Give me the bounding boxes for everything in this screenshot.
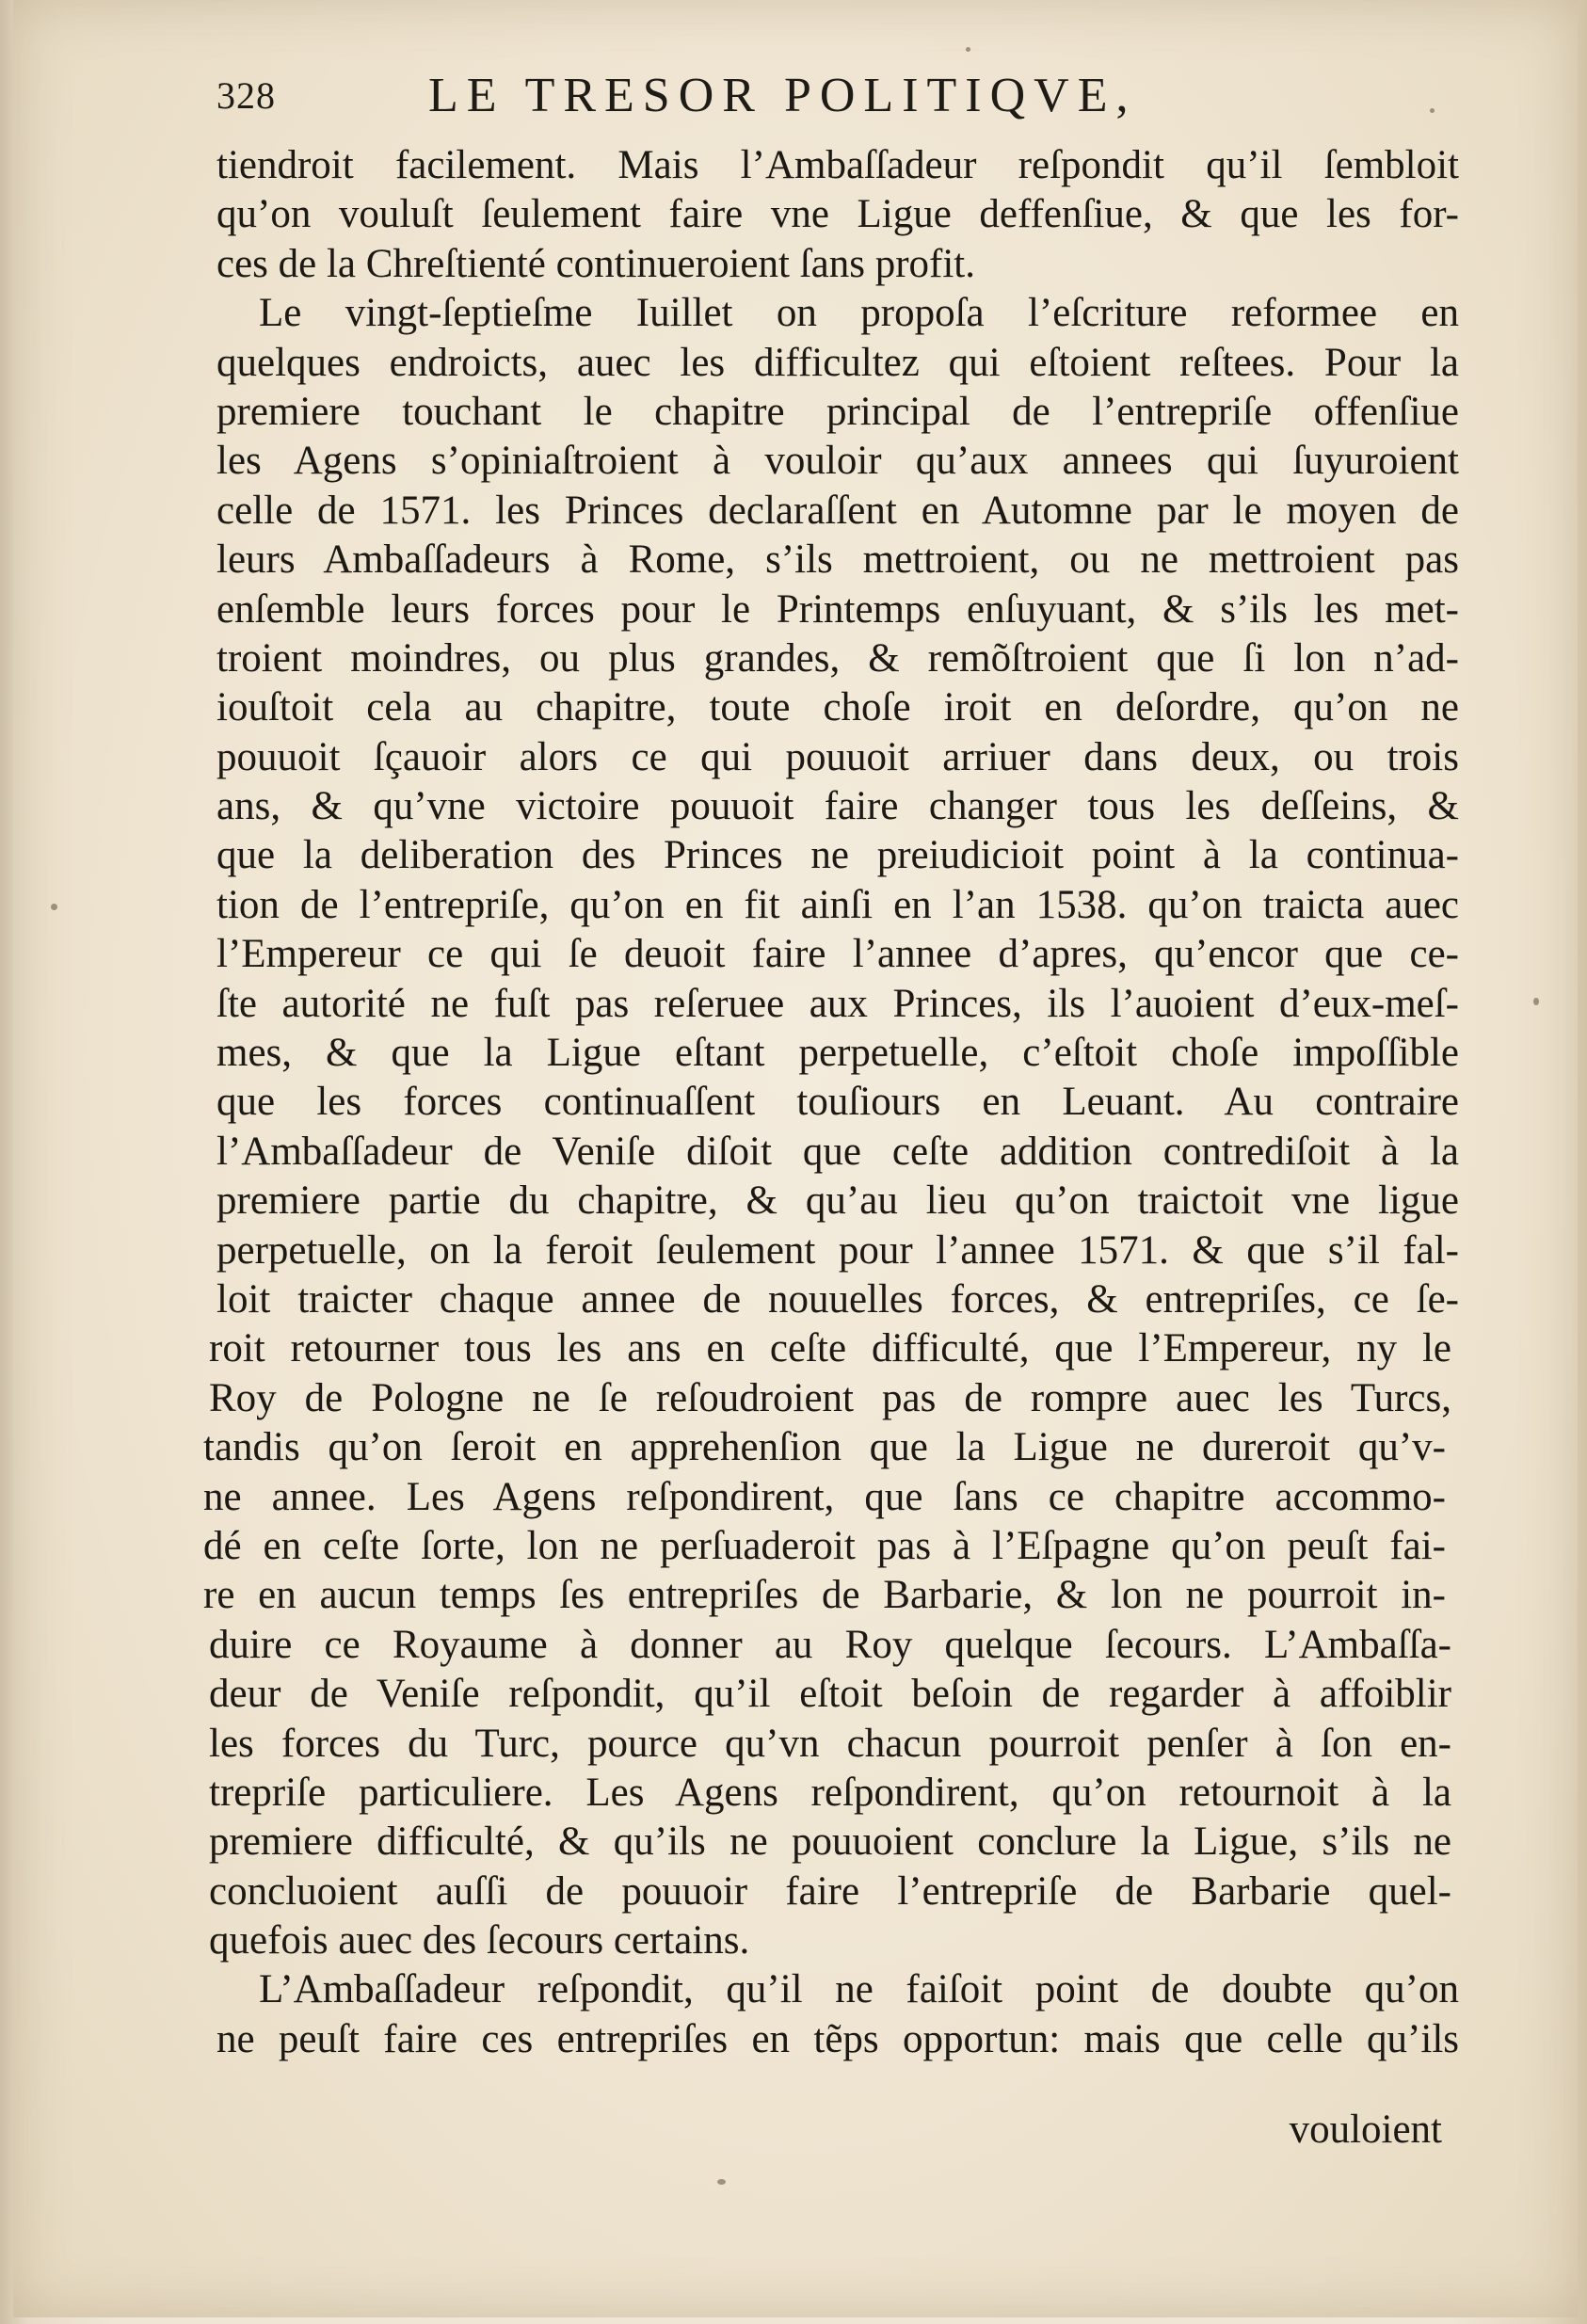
- text-line: L’Ambaſſadeur reſpondit, qu’il ne faiſoit point de doubte qu’on: [259, 1967, 1459, 2012]
- text-line: loit traicter chaque annee de nouuelles forces, & entrepriſes, ce ſe-: [216, 1276, 1459, 1322]
- text-line: mes, & que la Ligue eſtant perpetuelle, c’eſtoit choſe impoſſible: [216, 1031, 1459, 1076]
- text-line: troient moindres, ou plus grandes, & remõſtroient que ſi lon n’ad-: [216, 635, 1459, 681]
- text-line: re en aucun temps ſes entrepriſes de Barbarie, & lon ne pourroit in-: [203, 1573, 1446, 1618]
- text-line: ces de la Chreſtienté continueroient ſans profit.: [216, 241, 975, 286]
- text-line: les Agens s’opiniaſtroient à vouloir qu’aux annees qui ſuyuroient: [216, 439, 1459, 484]
- text-line: premiere touchant le chapitre principal de l’entrepriſe offenſiue: [216, 389, 1459, 434]
- text-line: ans, & qu’vne victoire pouuoit faire changer tous les deſſeins, &: [216, 784, 1459, 829]
- ink-speck: [51, 904, 57, 910]
- text-line: concluoient auſſi de pouuoir faire l’entrepriſe de Barbarie quel-: [209, 1868, 1451, 1914]
- text-line: que la deliberation des Princes ne preiudicioit point à la continua-: [216, 833, 1459, 878]
- ink-speck: [1533, 998, 1539, 1005]
- ink-speck: [717, 2179, 726, 2185]
- text-line: les forces du Turc, pource qu’vn chacun pourroit penſer à ſon en-: [209, 1721, 1451, 1766]
- text-line: l’Ambaſſadeur de Veniſe diſoit que ceſte addition contrediſoit à la: [216, 1129, 1459, 1174]
- page-header: [202, 68, 1454, 134]
- text-line: qu’on vouluſt ſeulement faire vne Ligue deffenſiue, & que les for-: [216, 192, 1459, 237]
- text-line: celle de 1571. les Princes declaraſſent en Automne par le moyen de: [216, 488, 1459, 533]
- text-line: tiendroit facilement. Mais l’Ambaſſadeur reſpondit qu’il ſembloit: [216, 143, 1459, 187]
- text-line: iouſtoit cela au chapitre, toute choſe iroit en deſordre, qu’on ne: [216, 685, 1459, 730]
- body-text: [203, 141, 1459, 2064]
- text-line: tandis qu’on ſeroit en apprehenſion que la Ligue ne dureroit qu’v-: [203, 1425, 1446, 1470]
- text-line: premiere partie du chapitre, & qu’au lieu qu’on traictoit vne ligue: [216, 1178, 1459, 1224]
- text-line: quelques endroicts, auec les difficultez qui eſtoient reſtees. Pour la: [216, 340, 1459, 385]
- text-line: perpetuelle, on la feroit ſeulement pour l’annee 1571. & que s’il fal-: [216, 1227, 1459, 1273]
- text-line: premiere difficulté, & qu’ils ne pouuoient conclure la Ligue, s’ils ne: [209, 1819, 1451, 1865]
- catchword: vouloient: [1289, 2108, 1442, 2152]
- text-line: pouuoit ſçauoir alors ce qui pouuoit arriuer dans deux, ou trois: [216, 734, 1459, 779]
- text-line: deur de Veniſe reſpondit, qu’il eſtoit beſoin de regarder à affoiblir: [209, 1672, 1451, 1717]
- text-line: enſemble leurs forces pour le Printemps enſuyuant, & s’ils les met-: [216, 586, 1459, 632]
- text-line: l’Empereur ce qui ſe deuoit faire l’annee d’apres, qu’encor que ce-: [216, 932, 1459, 977]
- text-line: dé en ceſte ſorte, lon ne perſuaderoit pas à l’Eſpagne qu’on peuſt fai-: [203, 1523, 1446, 1568]
- page-number: 328: [216, 74, 276, 117]
- text-line: ne peuſt faire ces entrepriſes en tẽps opportun: mais que celle qu’ils: [216, 2016, 1459, 2061]
- text-line: quefois auec des ſecours certains.: [209, 1918, 750, 1963]
- text-line: Roy de Pologne ne ſe reſoudroient pas de rompre auec les Turcs,: [209, 1375, 1451, 1420]
- text-line: ne annee. Les Agens reſpondirent, que ſans ce chapitre accommo-: [203, 1474, 1446, 1519]
- text-line: duire ce Royaume à donner au Roy quelque ſecours. L’Ambaſſa-: [209, 1622, 1451, 1667]
- text-line: leurs Ambaſſadeurs à Rome, s’ils mettroient, ou ne mettroient pas: [216, 537, 1459, 583]
- text-line: que les forces continuaſſent touſiours en Leuant. Au contraire: [216, 1080, 1459, 1125]
- running-title: LE TRESOR POLITIQVE,: [428, 69, 1137, 122]
- text-line: tion de l’entrepriſe, qu’on en fit ainſi en l’an 1538. qu’on traicta auec: [216, 882, 1459, 927]
- ink-speck: [966, 47, 970, 52]
- text-line: ſte autorité ne fuſt pas reſeruee aux Princes, ils l’auoient d’eux-meſ-: [216, 981, 1459, 1026]
- text-line: trepriſe particuliere. Les Agens reſpondirent, qu’on retournoit à la: [209, 1770, 1451, 1815]
- text-line: roit retourner tous les ans en ceſte difficulté, que l’Empereur, ny le: [209, 1326, 1451, 1371]
- text-line: Le vingt-ſeptieſme Iuillet on propoſa l’eſcriture reformee en: [259, 291, 1459, 336]
